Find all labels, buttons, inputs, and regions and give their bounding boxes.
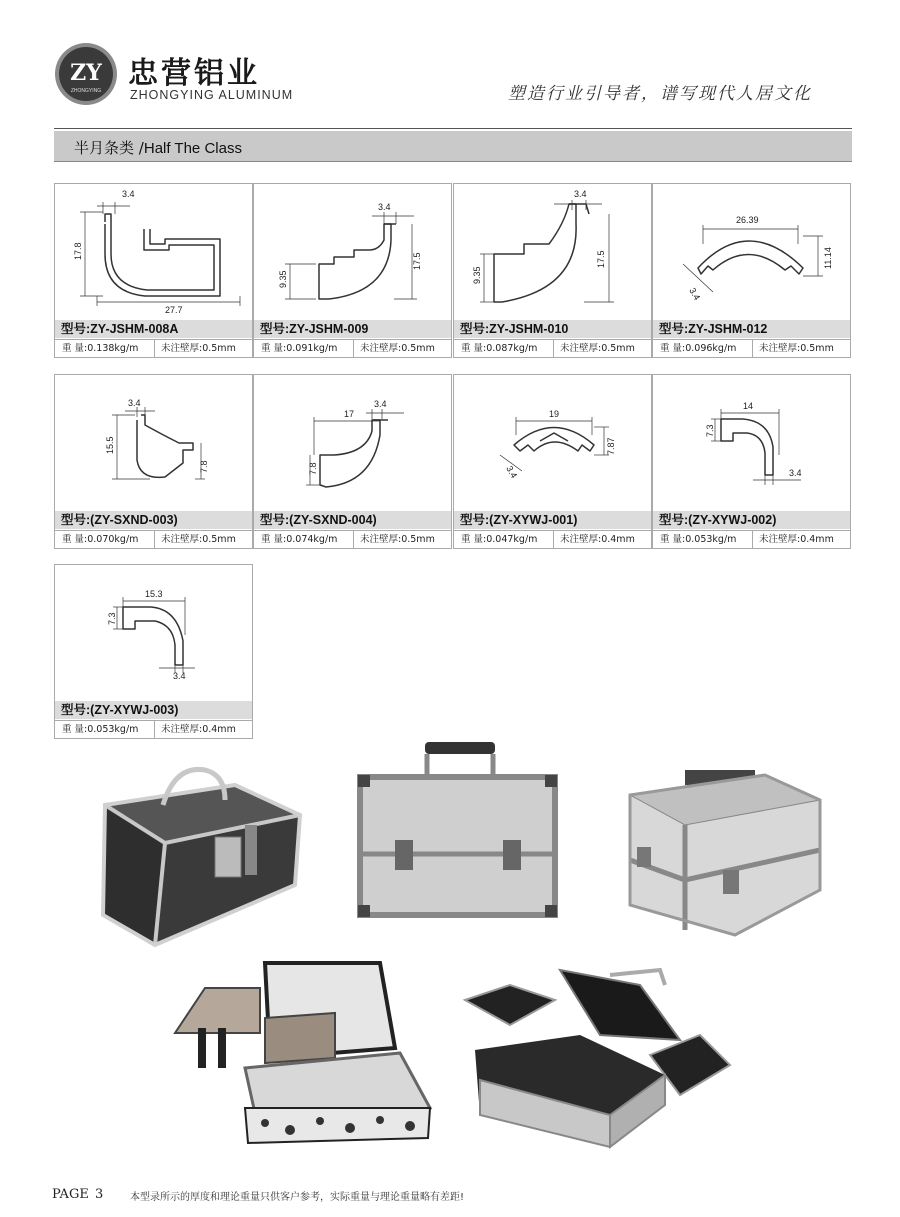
svg-text:ZHONGYING: ZHONGYING <box>70 88 102 94</box>
product-card <box>253 183 452 358</box>
svg-text:27.7: 27.7 <box>165 305 183 315</box>
svg-text:3.4: 3.4 <box>687 286 703 302</box>
spec-row <box>653 339 850 358</box>
svg-text:7.3: 7.3 <box>107 612 117 625</box>
header-divider <box>54 128 852 129</box>
black-open-case-photo <box>460 965 745 1150</box>
weight-value: 重 量:0.053kg/m <box>660 534 737 545</box>
svg-text:7.8: 7.8 <box>308 462 318 475</box>
spec-row <box>55 530 252 549</box>
page-label: PAGE <box>52 1187 89 1202</box>
profile-drawing <box>454 375 651 509</box>
wall-thickness: 未注壁厚:0.4mm <box>759 534 834 545</box>
model-number: 型号:ZY-JSHM-012 <box>653 320 850 338</box>
spec-divider <box>553 531 554 549</box>
model-number: 型号:(ZY-XYWJ-002) <box>653 511 850 529</box>
svg-text:11.14: 11.14 <box>823 247 833 269</box>
wall-thickness: 未注壁厚:0.5mm <box>161 343 236 354</box>
svg-text:17.5: 17.5 <box>596 250 606 268</box>
svg-text:3.4: 3.4 <box>374 399 387 409</box>
svg-text:9.35: 9.35 <box>278 270 288 288</box>
wall-thickness: 未注壁厚:0.5mm <box>759 343 834 354</box>
weight-value: 重 量:0.087kg/m <box>461 343 538 354</box>
spec-divider <box>154 340 155 358</box>
section-title <box>74 137 242 158</box>
silver-case-photo <box>355 742 560 922</box>
svg-text:3.4: 3.4 <box>122 189 135 199</box>
svg-text:7.3: 7.3 <box>705 424 715 437</box>
wall-thickness: 未注壁厚:0.4mm <box>161 724 236 735</box>
product-card <box>54 564 253 739</box>
wall-thickness: 未注壁厚:0.5mm <box>560 343 635 354</box>
svg-text:7.87: 7.87 <box>606 437 616 455</box>
dark-case-photo <box>95 765 310 955</box>
model-number: 型号:ZY-JSHM-009 <box>254 320 451 338</box>
weight-value: 重 量:0.091kg/m <box>261 343 338 354</box>
spec-divider <box>353 531 354 549</box>
slogan: 塑造行业引导者，谱写现代人居文化 <box>508 84 812 104</box>
section-title-en: Half The Class <box>143 140 242 157</box>
section-title-cn: 半月条类 <box>74 139 135 157</box>
product-card <box>453 183 652 358</box>
profile-drawing <box>254 184 451 318</box>
weight-value: 重 量:0.047kg/m <box>461 534 538 545</box>
page-number: 3 <box>95 1187 104 1202</box>
silver-tiered-case-photo <box>625 765 825 940</box>
weight-value: 重 量:0.053kg/m <box>62 724 139 735</box>
company-logo <box>54 42 118 106</box>
svg-text:ZY: ZY <box>70 60 102 86</box>
spec-row <box>653 530 850 549</box>
product-card <box>253 374 452 549</box>
footnote: 本型录所示的厚度和理论重量只供客户参考，实际重量与理论重量略有差距! <box>130 1192 465 1203</box>
spec-row <box>454 530 651 549</box>
spec-row <box>55 339 252 358</box>
product-card <box>54 183 253 358</box>
model-number: 型号:(ZY-SXND-004) <box>254 511 451 529</box>
svg-text:3.4: 3.4 <box>173 671 186 681</box>
svg-text:3.4: 3.4 <box>504 464 520 480</box>
brand-name-cn: 忠营铝业 <box>128 56 260 91</box>
weight-value: 重 量:0.096kg/m <box>660 343 737 354</box>
spec-row <box>254 339 451 358</box>
spec-divider <box>154 721 155 739</box>
spec-divider <box>553 340 554 358</box>
svg-text:3.4: 3.4 <box>128 398 141 408</box>
svg-text:9.35: 9.35 <box>472 266 482 284</box>
svg-text:26.39: 26.39 <box>736 215 759 225</box>
model-number: 型号:(ZY-XYWJ-001) <box>454 511 651 529</box>
section-title-sep: / <box>138 139 144 157</box>
wall-thickness: 未注壁厚:0.5mm <box>161 534 236 545</box>
profile-drawing <box>254 375 451 509</box>
brand-name-en: ZHONGYING ALUMINUM <box>130 88 294 102</box>
profile-drawing <box>55 375 252 509</box>
spec-row <box>254 530 451 549</box>
svg-text:3.4: 3.4 <box>378 202 391 212</box>
svg-text:15.5: 15.5 <box>105 436 115 454</box>
product-card <box>652 183 851 358</box>
profile-drawing <box>55 184 252 318</box>
svg-text:14: 14 <box>743 401 754 411</box>
svg-text:3.4: 3.4 <box>574 189 587 199</box>
product-card <box>54 374 253 549</box>
spec-divider <box>353 340 354 358</box>
model-number: 型号:(ZY-SXND-003) <box>55 511 252 529</box>
svg-text:17: 17 <box>344 409 355 419</box>
model-number: 型号:ZY-JSHM-010 <box>454 320 651 338</box>
svg-text:7.8: 7.8 <box>199 460 209 473</box>
svg-text:15.3: 15.3 <box>145 589 163 599</box>
product-card <box>453 374 652 549</box>
wall-thickness: 未注壁厚:0.4mm <box>560 534 635 545</box>
spec-row <box>55 720 252 739</box>
spec-divider <box>752 340 753 358</box>
weight-value: 重 量:0.074kg/m <box>261 534 338 545</box>
product-card <box>652 374 851 549</box>
svg-text:3.4: 3.4 <box>789 468 802 478</box>
svg-text:17.8: 17.8 <box>73 242 83 260</box>
weight-value: 重 量:0.070kg/m <box>62 534 139 545</box>
profile-drawing <box>55 565 252 699</box>
wall-thickness: 未注壁厚:0.5mm <box>360 343 435 354</box>
profile-drawing <box>653 375 850 509</box>
profile-drawing <box>454 184 651 318</box>
profile-drawing <box>653 184 850 318</box>
spec-divider <box>154 531 155 549</box>
model-number: 型号:ZY-JSHM-008A <box>55 320 252 338</box>
svg-text:19: 19 <box>549 409 560 419</box>
model-number: 型号:(ZY-XYWJ-003) <box>55 701 252 719</box>
svg-text:17.5: 17.5 <box>412 252 422 270</box>
wall-thickness: 未注壁厚:0.5mm <box>360 534 435 545</box>
leopard-open-case-photo <box>170 958 435 1148</box>
weight-value: 重 量:0.138kg/m <box>62 343 139 354</box>
spec-divider <box>752 531 753 549</box>
spec-row <box>454 339 651 358</box>
